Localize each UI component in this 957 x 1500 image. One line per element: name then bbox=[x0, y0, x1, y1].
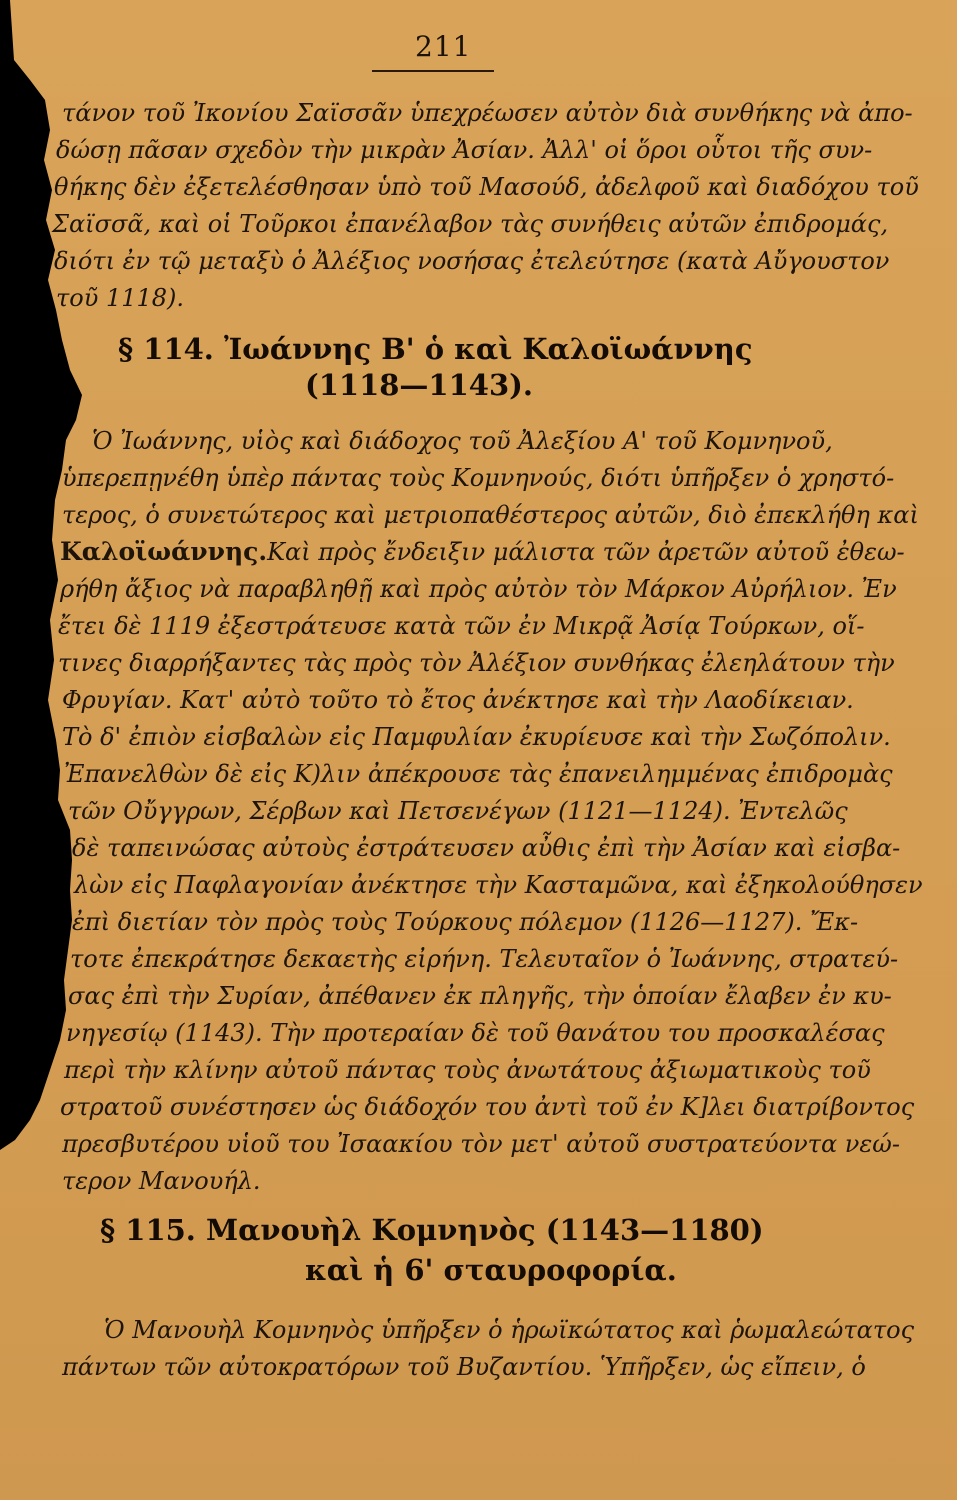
text-line: Τὸ δ' ἐπιὸν εἰσβαλὼν εἰς Παμφυλίαν ἐκυρίευσε καὶ τὴν Σωζόπολιν. bbox=[62, 723, 891, 751]
text-line: Ὁ Μανουὴλ Κομνηνὸς ὑπῆρξεν ὁ ἡρωϊκώτατος καὶ ῥωμαλεώτατος bbox=[104, 1316, 915, 1344]
section-heading-114-dates: (1118—1143). bbox=[305, 368, 533, 402]
text-line: δώσῃ πᾶσαν σχεδὸν τὴν μικρὰν Ἀσίαν. Ἀλλ' οἱ ὅροι οὗτοι τῆς συν- bbox=[56, 136, 873, 164]
text-line: ἐπὶ διετίαν τὸν πρὸς τοὺς Τούρκους πόλεμον (1126—1127). Ἔκ- bbox=[72, 908, 859, 936]
text-line: τάνον τοῦ Ἰκονίου Σαϊσσᾶν ὑπεχρέωσεν αὐτὸν διὰ συνθήκης νὰ ἀπο- bbox=[62, 99, 913, 127]
section-heading-115-subtitle: καὶ ἡ 6' σταυροφορία. bbox=[305, 1253, 677, 1287]
text-line: θήκης δὲν ἐξετελέσθησαν ὑπὸ τοῦ Μασούδ, ἀδελφοῦ καὶ διαδόχου τοῦ bbox=[54, 173, 919, 201]
text-line: τοῦ 1118). bbox=[56, 284, 185, 312]
text-line: τινες διαρρήξαντες τὰς πρὸς τὸν Ἀλέξιον συνθήκας ἐλεηλάτουν τὴν bbox=[58, 649, 895, 677]
text-line: περὶ τὴν κλίνην αὐτοῦ πάντας τοὺς ἀνωτάτους ἀξιωματικοὺς τοῦ bbox=[64, 1056, 871, 1084]
text-line: λὼν εἰς Παφλαγονίαν ἀνέκτησε τὴν Κασταμῶνα, καὶ ἐξηκολούθησεν bbox=[74, 871, 923, 899]
text-line: ὑπερεπῃνέθη ὑπὲρ πάντας τοὺς Κομνηνούς, διότι ὑπῆρξεν ὁ χρηστό- bbox=[62, 464, 895, 492]
text-line: τῶν Οὔγγρων, Σέρβων καὶ Πετσενέγων (1121—1124). Ἐντελῶς bbox=[68, 797, 848, 825]
text-line: στρατοῦ συνέστησεν ὡς διάδοχόν του ἀντὶ τοῦ ἐν Κ]λει διατρίβοντος bbox=[60, 1093, 915, 1121]
page-number-rule bbox=[372, 70, 494, 72]
page-number: 211 bbox=[415, 30, 472, 63]
text-line: δὲ ταπεινώσας αὐτοὺς ἐστράτευσεν αὖθις ἐπὶ τὴν Ἀσίαν καὶ εἰσβα- bbox=[72, 834, 901, 862]
text-span: Καὶ πρὸς ἔνδειξιν μάλιστα τῶν ἀρετῶν αὐτοῦ ἐθεω- bbox=[267, 538, 905, 566]
text-line: τερον Μανουήλ. bbox=[62, 1167, 261, 1195]
text-line: τοτε ἐπεκράτησε δεκαετὴς εἰρήνη. Τελευταῖον ὁ Ἰωάννης, στρατεύ- bbox=[70, 945, 899, 973]
text-line: Φρυγίαν. Κατ' αὐτὸ τοῦτο τὸ ἔτος ἀνέκτησε καὶ τὴν Λαοδίκειαν. bbox=[62, 686, 854, 714]
text-line: διότι ἐν τῷ μεταξὺ ὁ Ἀλέξιος νοσήσας ἐτελεύτησε (κατὰ Αὔγουστον bbox=[54, 247, 890, 275]
text-line: σας ἐπὶ τὴν Συρίαν, ἀπέθανεν ἐκ πληγῆς, τὴν ὁποίαν ἔλαβεν ἐν κυ- bbox=[68, 982, 892, 1010]
text-line: πάντων τῶν αὐτοκρατόρων τοῦ Βυζαντίου. Ὑπῆρξεν, ὡς εἴπειν, ὁ bbox=[62, 1353, 866, 1381]
text-line bbox=[60, 537, 905, 567]
text-line: τερος, ὁ συνετώτερος καὶ μετριοπαθέστερος αὐτῶν, διὸ ἐπεκλήθη καὶ bbox=[62, 501, 919, 529]
section-heading-115: § 115. Μανουὴλ Κομνηνὸς (1143—1180) bbox=[100, 1213, 764, 1247]
text-line: Ἐπανελθὼν δὲ εἰς Κ)λιν ἀπέκρουσε τὰς ἐπανειλημμένας ἐπιδρομὰς bbox=[64, 760, 893, 788]
text-line: Σαϊσσᾶ, καὶ οἱ Τοῦρκοι ἐπανέλαβον τὰς συνήθεις αὐτῶν ἐπιδρομάς, bbox=[52, 210, 889, 238]
bold-name: Καλοϊωάννης. bbox=[60, 537, 268, 566]
text-line: νηγεσίῳ (1143). Τὴν προτεραίαν δὲ τοῦ θανάτου του προσκαλέσας bbox=[66, 1019, 885, 1047]
text-line: ἔτει δὲ 1119 ἐξεστράτευσε κατὰ τῶν ἐν Μικρᾷ Ἀσίᾳ Τούρκων, οἵ- bbox=[58, 612, 865, 640]
text-line: ρήθη ἄξιος νὰ παραβληθῇ καὶ πρὸς αὐτὸν τὸν Μάρκον Αὐρήλιον. Ἐν bbox=[60, 575, 897, 603]
text-line: πρεσβυτέρου υἱοῦ του Ἰσαακίου τὸν μετ' αὐτοῦ συστρατεύοντα νεώ- bbox=[62, 1130, 900, 1158]
text-line: Ὁ Ἰωάννης, υἱὸς καὶ διάδοχος τοῦ Ἀλεξίου Α' τοῦ Κομνηνοῦ, bbox=[92, 427, 833, 455]
section-heading-114: § 114. Ἰωάννης Β' ὁ καὶ Καλοϊωάννης bbox=[118, 332, 753, 366]
